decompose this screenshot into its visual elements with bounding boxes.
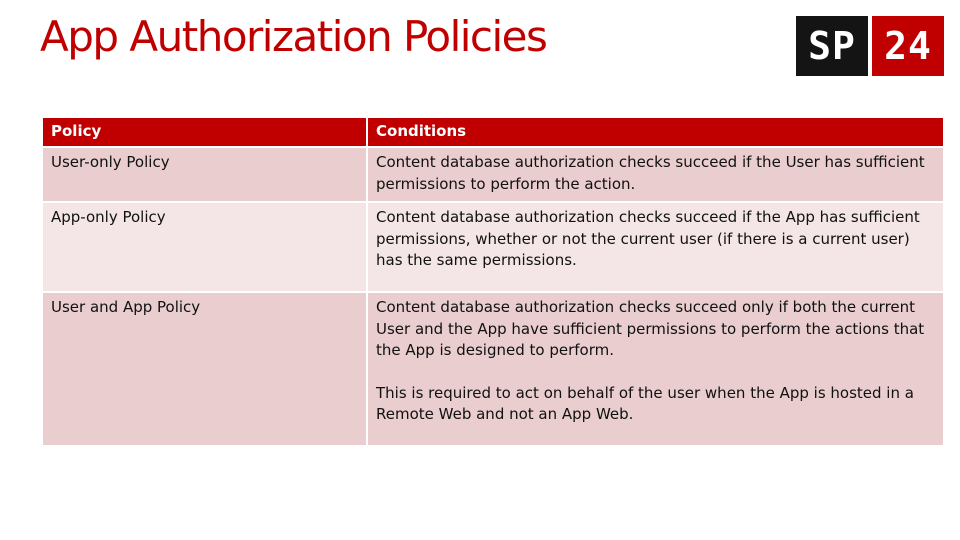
table-row: [42, 147, 944, 202]
table-row: [42, 202, 944, 292]
table-header-row: [42, 117, 944, 147]
policy-cell: User-only Policy: [42, 147, 367, 202]
conditions-cell: [367, 292, 944, 446]
conditions-text: Content database authorization checks succeed if the User has sufficient permissions to perform the action.: [376, 153, 925, 193]
header-conditions: Conditions: [367, 117, 944, 147]
conditions-cell: [367, 147, 944, 202]
table-row: [42, 292, 944, 446]
policy-cell: User and App Policy: [42, 292, 367, 446]
header-policy: Policy: [42, 117, 367, 147]
policy-cell: App-only Policy: [42, 202, 367, 292]
conditions-text: Content database authorization checks succeed only if both the current User and the App have sufficient permissions to perform the actions that the App is designed to perform.: [376, 298, 925, 359]
conditions-cell: [367, 202, 944, 292]
conditions-note: This is required to act on behalf of the user when the App is hosted in a Remote Web and not an App Web.: [376, 383, 914, 423]
logo-left-block: [796, 16, 868, 76]
logo-right-block: [872, 16, 944, 76]
conditions-text: Content database authorization checks succeed if the App has sufficient permissions, whether or not the current user (if there is a current user) has the same permissions.: [376, 208, 920, 269]
sp24-logo: [796, 16, 944, 76]
logo-right-text: 24: [884, 24, 932, 68]
logo-left-text: SP: [808, 24, 856, 68]
policies-table: [41, 116, 945, 447]
slide-title: App Authorization Policies: [40, 12, 547, 61]
